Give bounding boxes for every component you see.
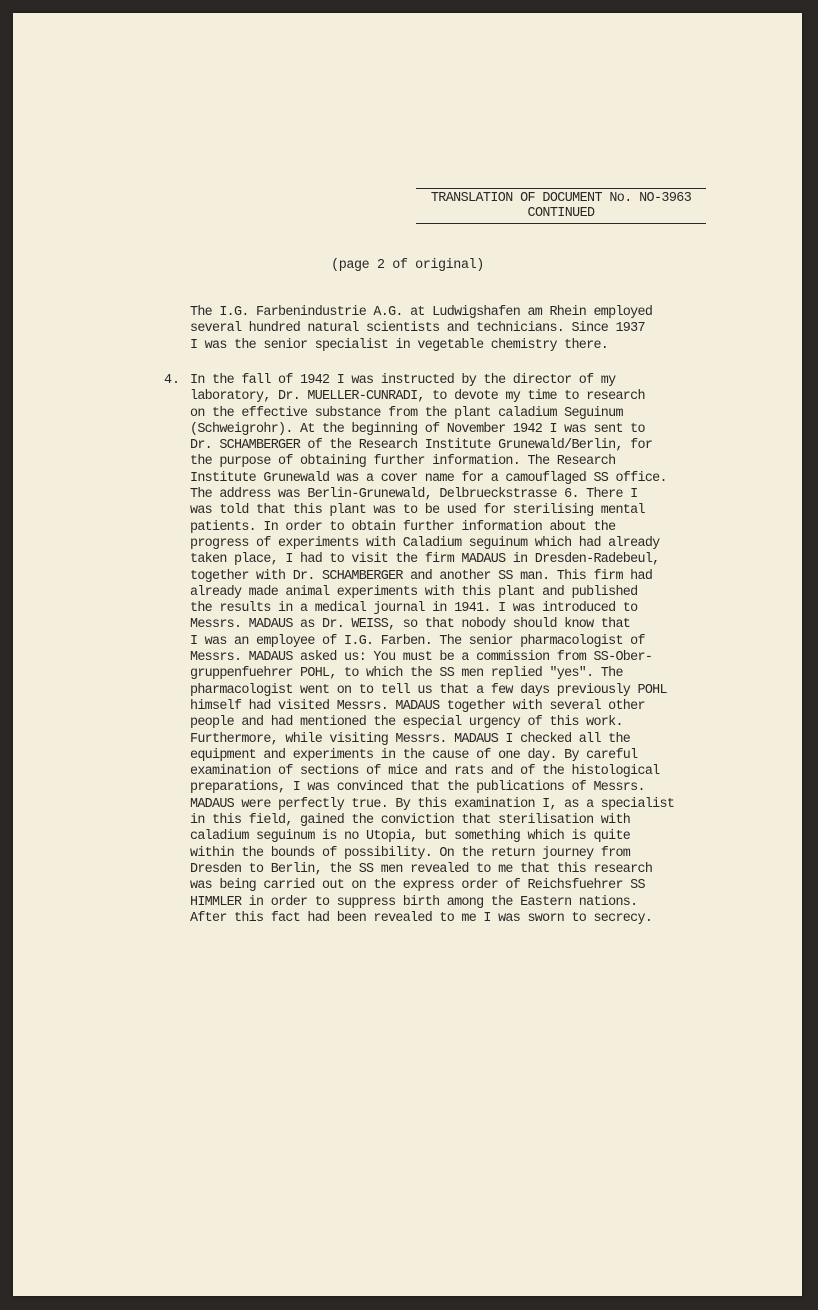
- text-line: several hundred natural scientists and technicians. Since 1937: [190, 321, 645, 337]
- text-line: In the fall of 1942 I was instructed by the director of my: [190, 373, 616, 388]
- text-line: progress of experiments with Caladium seguinum which had already: [190, 535, 660, 551]
- text-line: Furthermore, while visiting Messrs. MADAUS I checked all the: [190, 731, 631, 747]
- text-line: (Schweigrohr). At the beginning of November 1942 I was sent to: [190, 421, 645, 437]
- text-line: The address was Berlin-Grunewald, Delbrueckstrasse 6. There I: [190, 487, 638, 503]
- text-line: was being carried out on the express order of Reichsfuehrer SS: [190, 878, 645, 894]
- text-line: on the effective substance from the plant caladium Seguinum: [190, 405, 623, 421]
- text-line: together with Dr. SCHAMBERGER and another SS man. This firm had: [190, 568, 653, 584]
- header-top-rule: [416, 188, 706, 189]
- text-line: the results in a medical journal in 1941. I was introduced to: [190, 601, 638, 617]
- text-line: The I.G. Farbenindustrie A.G. at Ludwigshafen am Rhein employed: [190, 305, 653, 320]
- paragraph-2: [190, 373, 750, 927]
- text-line: Messrs. MADAUS asked us: You must be a commission from SS-Ober-: [190, 650, 653, 666]
- text-line: was told that this plant was to be used for sterilising mental: [190, 503, 645, 519]
- text-line: I was the senior specialist in vegetable chemistry there.: [190, 337, 609, 353]
- text-line: the purpose of obtaining further information. The Research: [190, 454, 616, 470]
- text-line: in this field, gained the conviction that sterilisation with: [190, 813, 631, 829]
- paragraph-1: [190, 305, 750, 354]
- header-subtitle: CONTINUED: [527, 206, 595, 221]
- text-line: examination of sections of mice and rats and of the histological: [190, 764, 660, 780]
- text-line: caladium seguinum is no Utopia, but something which is quite: [190, 829, 631, 845]
- text-line: I was an employee of I.G. Farben. The senior pharmacologist of: [190, 633, 645, 649]
- text-line: equipment and experiments in the cause of one day. By careful: [190, 747, 638, 763]
- text-line: pharmacologist went on to tell us that a few days previously POHL: [190, 682, 667, 698]
- paragraph-number: 4.: [164, 373, 181, 388]
- text-line: preparations, I was convinced that the publications of Messrs.: [190, 780, 645, 796]
- text-line: Dresden to Berlin, the SS men revealed to me that this research: [190, 861, 653, 877]
- text-line: already made animal experiments with this plant and published: [190, 584, 638, 600]
- text-line: Messrs. MADAUS as Dr. WEISS, so that nobody should know that: [190, 617, 631, 633]
- header-title: TRANSLATION OF DOCUMENT No. NO-3963: [430, 191, 692, 206]
- text-line: Institute Grunewald was a cover name for a camouflaged SS office.: [190, 470, 667, 486]
- text-line: within the bounds of possibility. On the return journey from: [190, 845, 631, 861]
- text-line: taken place, I had to visit the firm MADAUS in Dresden-Radebeul,: [190, 552, 660, 568]
- text-line: After this fact had been revealed to me I was sworn to secrecy.: [190, 910, 653, 926]
- page-note: (page 2 of original): [331, 258, 484, 273]
- text-line: HIMMLER in order to suppress birth among the Eastern nations.: [190, 894, 638, 910]
- text-line: himself had visited Messrs. MADAUS together with several other: [190, 698, 645, 714]
- text-line: people and had mentioned the especial urgency of this work.: [190, 715, 623, 731]
- text-line: laboratory, Dr. MUELLER-CUNRADI, to devote my time to research: [190, 389, 645, 405]
- text-line: gruppenfuehrer POHL, to which the SS men replied "yes". The: [190, 666, 623, 682]
- text-line: Dr. SCHAMBERGER of the Research Institute Grunewald/Berlin, for: [190, 438, 653, 454]
- header-bottom-rule: [416, 223, 706, 224]
- text-line: MADAUS were perfectly true. By this examination I, as a specialist: [190, 796, 675, 812]
- document-header: [416, 188, 706, 224]
- text-line: patients. In order to obtain further information about the: [190, 519, 616, 535]
- document-page: [13, 13, 802, 1296]
